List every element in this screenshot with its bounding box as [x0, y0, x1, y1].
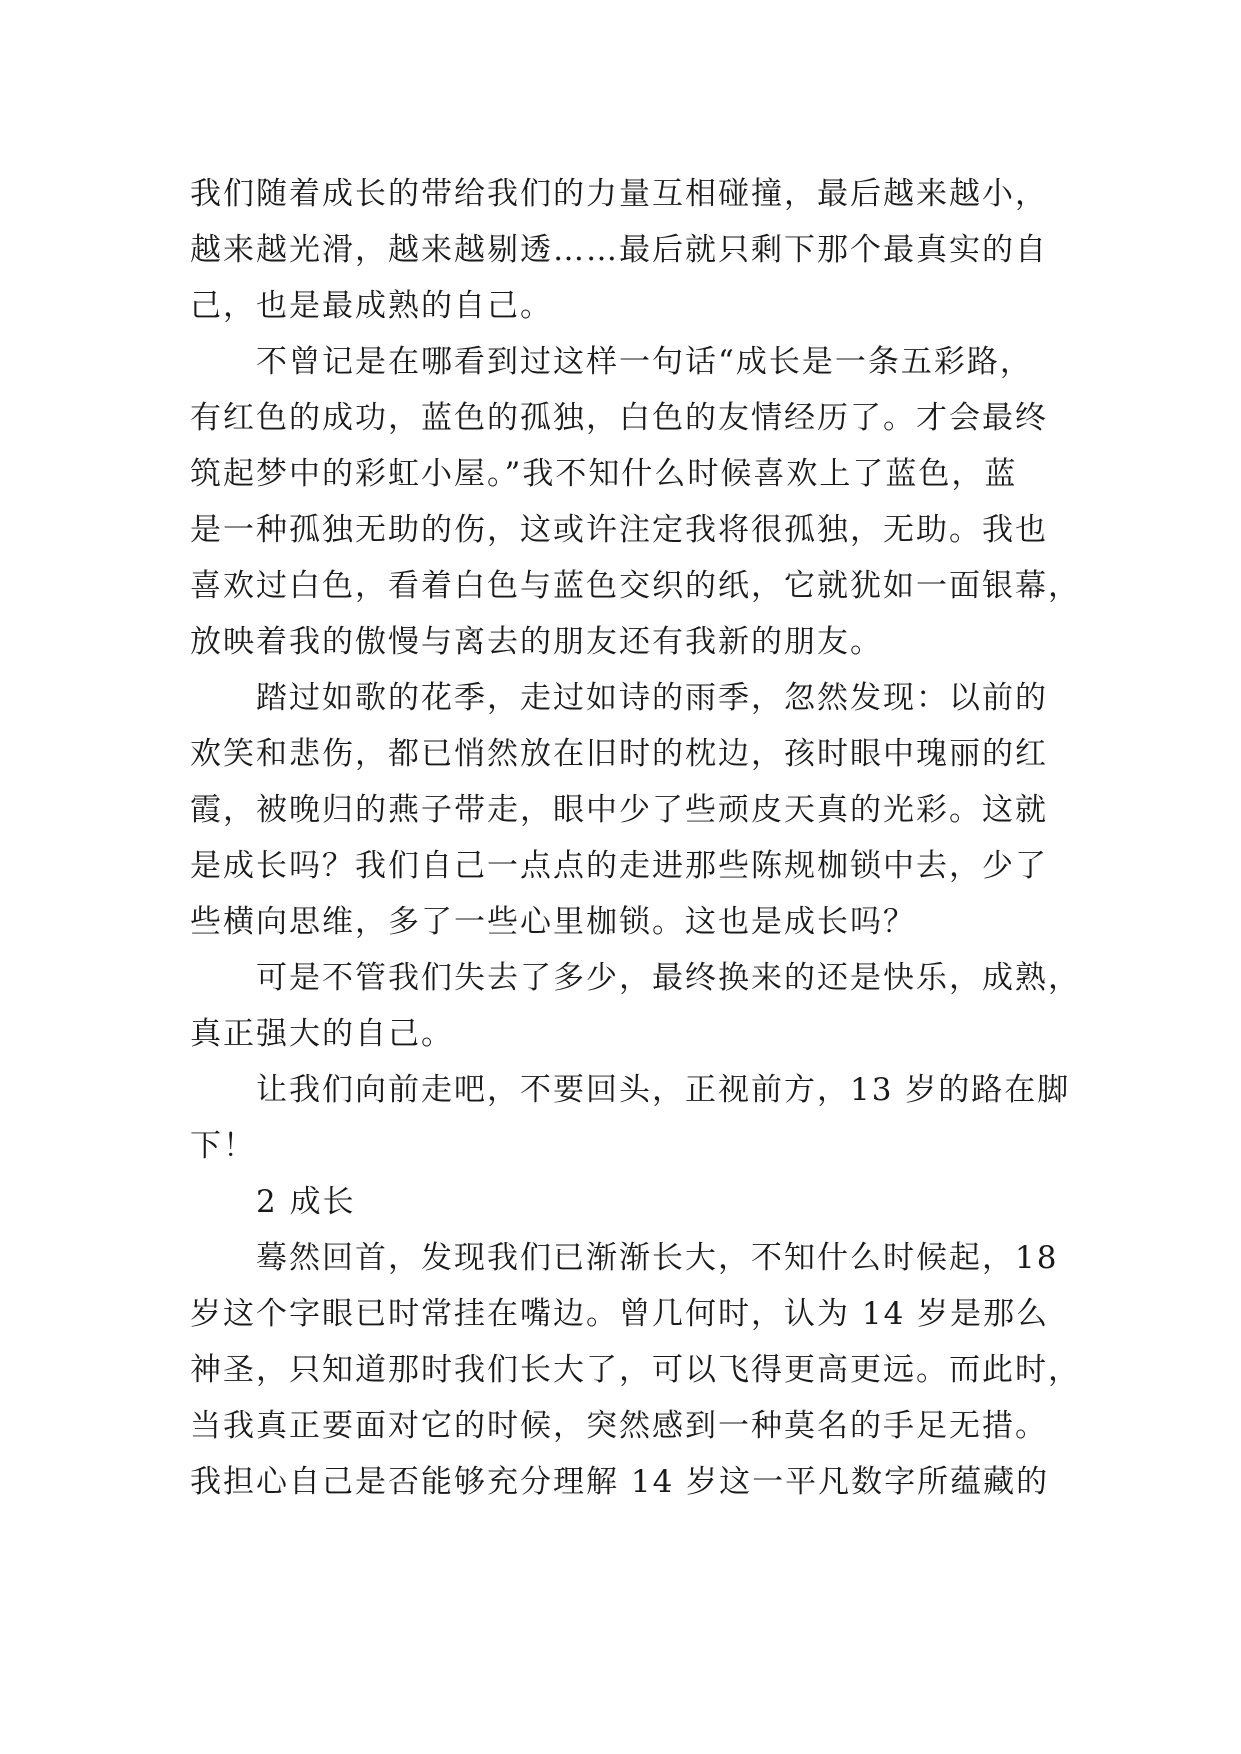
section-heading: 2 成长: [256, 1184, 356, 1220]
text-line: 些横向思维，多了一些心里枷锁。这也是成长吗？: [190, 904, 916, 940]
text-line: 己，也是最成熟的自己。: [190, 288, 553, 324]
text-line: 是成长吗？我们自己一点点的走进那些陈规枷锁中去，少了: [190, 848, 1048, 884]
text-line: 是一种孤独无助的伤，这或许注定我将很孤独，无助。我也: [190, 512, 1048, 548]
text-line: 我们随着成长的带给我们的力量互相碰撞，最后越来越小，: [190, 176, 1048, 212]
text-line: 放映着我的傲慢与离去的朋友还有我新的朋友。: [190, 624, 883, 660]
text-line: 欢笑和悲伤，都已悄然放在旧时的枕边，孩时眼中瑰丽的红: [190, 736, 1048, 772]
text-line: 岁这个字眼已时常挂在嘴边。曾几何时，认为 14 岁是那么: [190, 1296, 1050, 1332]
text-line: 筑起梦中的彩虹小屋。”我不知什么时候喜欢上了蓝色，蓝: [190, 456, 1018, 492]
text-line: 霞，被晚归的燕子带走，眼中少了些顽皮天真的光彩。这就: [190, 792, 1048, 828]
text-line: 下！: [190, 1128, 256, 1164]
paragraph-start-line: 让我们向前走吧，不要回头，正视前方，13 岁的路在脚: [256, 1072, 1071, 1108]
paragraph-start-line: 踏过如歌的花季，走过如诗的雨季，忽然发现：以前的: [256, 680, 1048, 716]
paragraph-start-line: 可是不管我们失去了多少，最终换来的还是快乐，成熟，: [256, 960, 1081, 996]
text-line: 我担心自己是否能够充分理解 14 岁这一平凡数字所蕴藏的: [190, 1464, 1050, 1500]
text-line: 有红色的成功，蓝色的孤独，白色的友情经历了。才会最终: [190, 400, 1048, 436]
paragraph-start-line: 蓦然回首，发现我们已渐渐长大，不知什么时候起，18: [256, 1240, 1059, 1276]
paragraph-start-line: 不曾记是在哪看到过这样一句话“成长是一条五彩路，: [256, 344, 1033, 380]
text-line: 当我真正要面对它的时候，突然感到一种莫名的手足无措。: [190, 1408, 1048, 1444]
text-line: 真正强大的自己。: [190, 1016, 454, 1052]
text-line: 喜欢过白色，看着白色与蓝色交织的纸，它就犹如一面银幕，: [190, 568, 1081, 604]
text-line: 神圣，只知道那时我们长大了，可以飞得更高更远。而此时，: [190, 1352, 1081, 1388]
text-line: 越来越光滑，越来越剔透……最后就只剩下那个最真实的自: [190, 232, 1048, 268]
